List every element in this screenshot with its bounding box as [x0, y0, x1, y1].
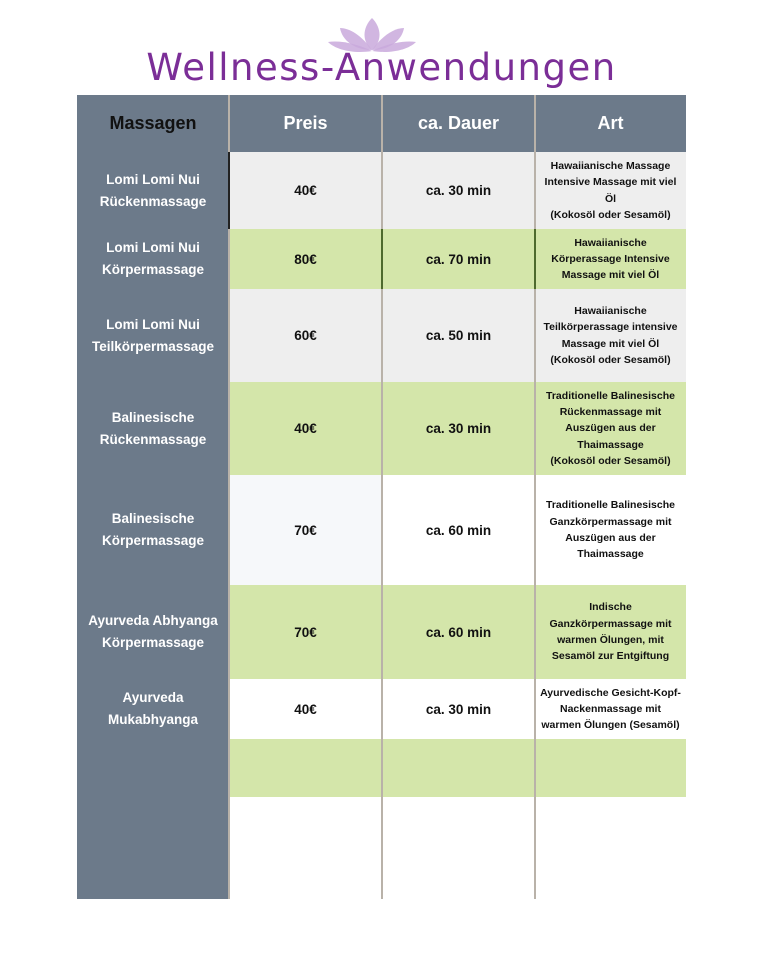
duration: ca. 30 min — [425, 183, 492, 198]
duration: ca. 30 min — [425, 701, 492, 717]
massage-name: Lomi Lomi Nui Rückenmassage — [99, 171, 207, 209]
price: 40€ — [294, 701, 317, 717]
duration: ca. 60 min — [425, 624, 492, 640]
price: 70€ — [294, 624, 317, 640]
table-row-empty — [229, 739, 686, 797]
massage-type: Hawaiianische Teilkörperassage intensive Massage mit viel Öl (Kokosöl oder Sesamöl) — [543, 304, 678, 366]
treatment-table — [77, 95, 686, 899]
massage-name: Balinesische Körpermassage — [101, 511, 205, 548]
massage-name: Lomi Lomi Nui Körpermassage — [101, 240, 205, 277]
price: 40€ — [294, 183, 317, 198]
massage-type: Traditionelle Balinesische Rückenmassage mit Auszügen aus der Thaimassage (Kokosöl oder Sesamöl) — [546, 389, 675, 467]
massage-name: Lomi Lomi Nui Teilkörpermassage — [91, 316, 215, 354]
header-preis: Preis — [283, 113, 328, 133]
massage-type: Indische Ganzkörpermassage mit warmen Ölungen, mit Sesamöl zur Entgiftung — [549, 601, 672, 663]
header-massagen: Massagen — [109, 113, 197, 133]
price: 80€ — [294, 251, 317, 267]
massage-type: Hawaiianische Körperassage Intensive Massage mit viel Öl — [551, 236, 670, 282]
massage-type: Ayurvedische Gesicht-Kopf- Nackenmassage mit warmen Ölungen (Sesamöl) — [540, 686, 681, 732]
duration: ca. 70 min — [425, 251, 492, 267]
header-dauer: ca. Dauer — [417, 113, 500, 133]
duration: ca. 50 min — [425, 328, 492, 343]
massage-name: Ayurveda Abhyanga Körpermassage — [88, 613, 218, 650]
massage-name: Balinesische Rückenmassage — [99, 409, 207, 447]
price: 40€ — [294, 421, 317, 436]
header-art: Art — [597, 113, 624, 133]
duration: ca. 60 min — [425, 522, 492, 538]
duration: ca. 30 min — [425, 421, 492, 436]
massage-type: Hawaiianische Massage Intensive Massage mit viel Öl (Kokosöl oder Sesamöl) — [544, 159, 677, 221]
price: 60€ — [294, 328, 317, 343]
massage-name: Ayurveda Mukabhyanga — [107, 690, 199, 727]
page-title: Wellness-Anwendungen — [146, 46, 617, 89]
massage-type: Traditionelle Balinesische Ganzkörpermassage mit Auszügen aus der Thaimassage — [546, 499, 675, 561]
price: 70€ — [294, 522, 317, 538]
